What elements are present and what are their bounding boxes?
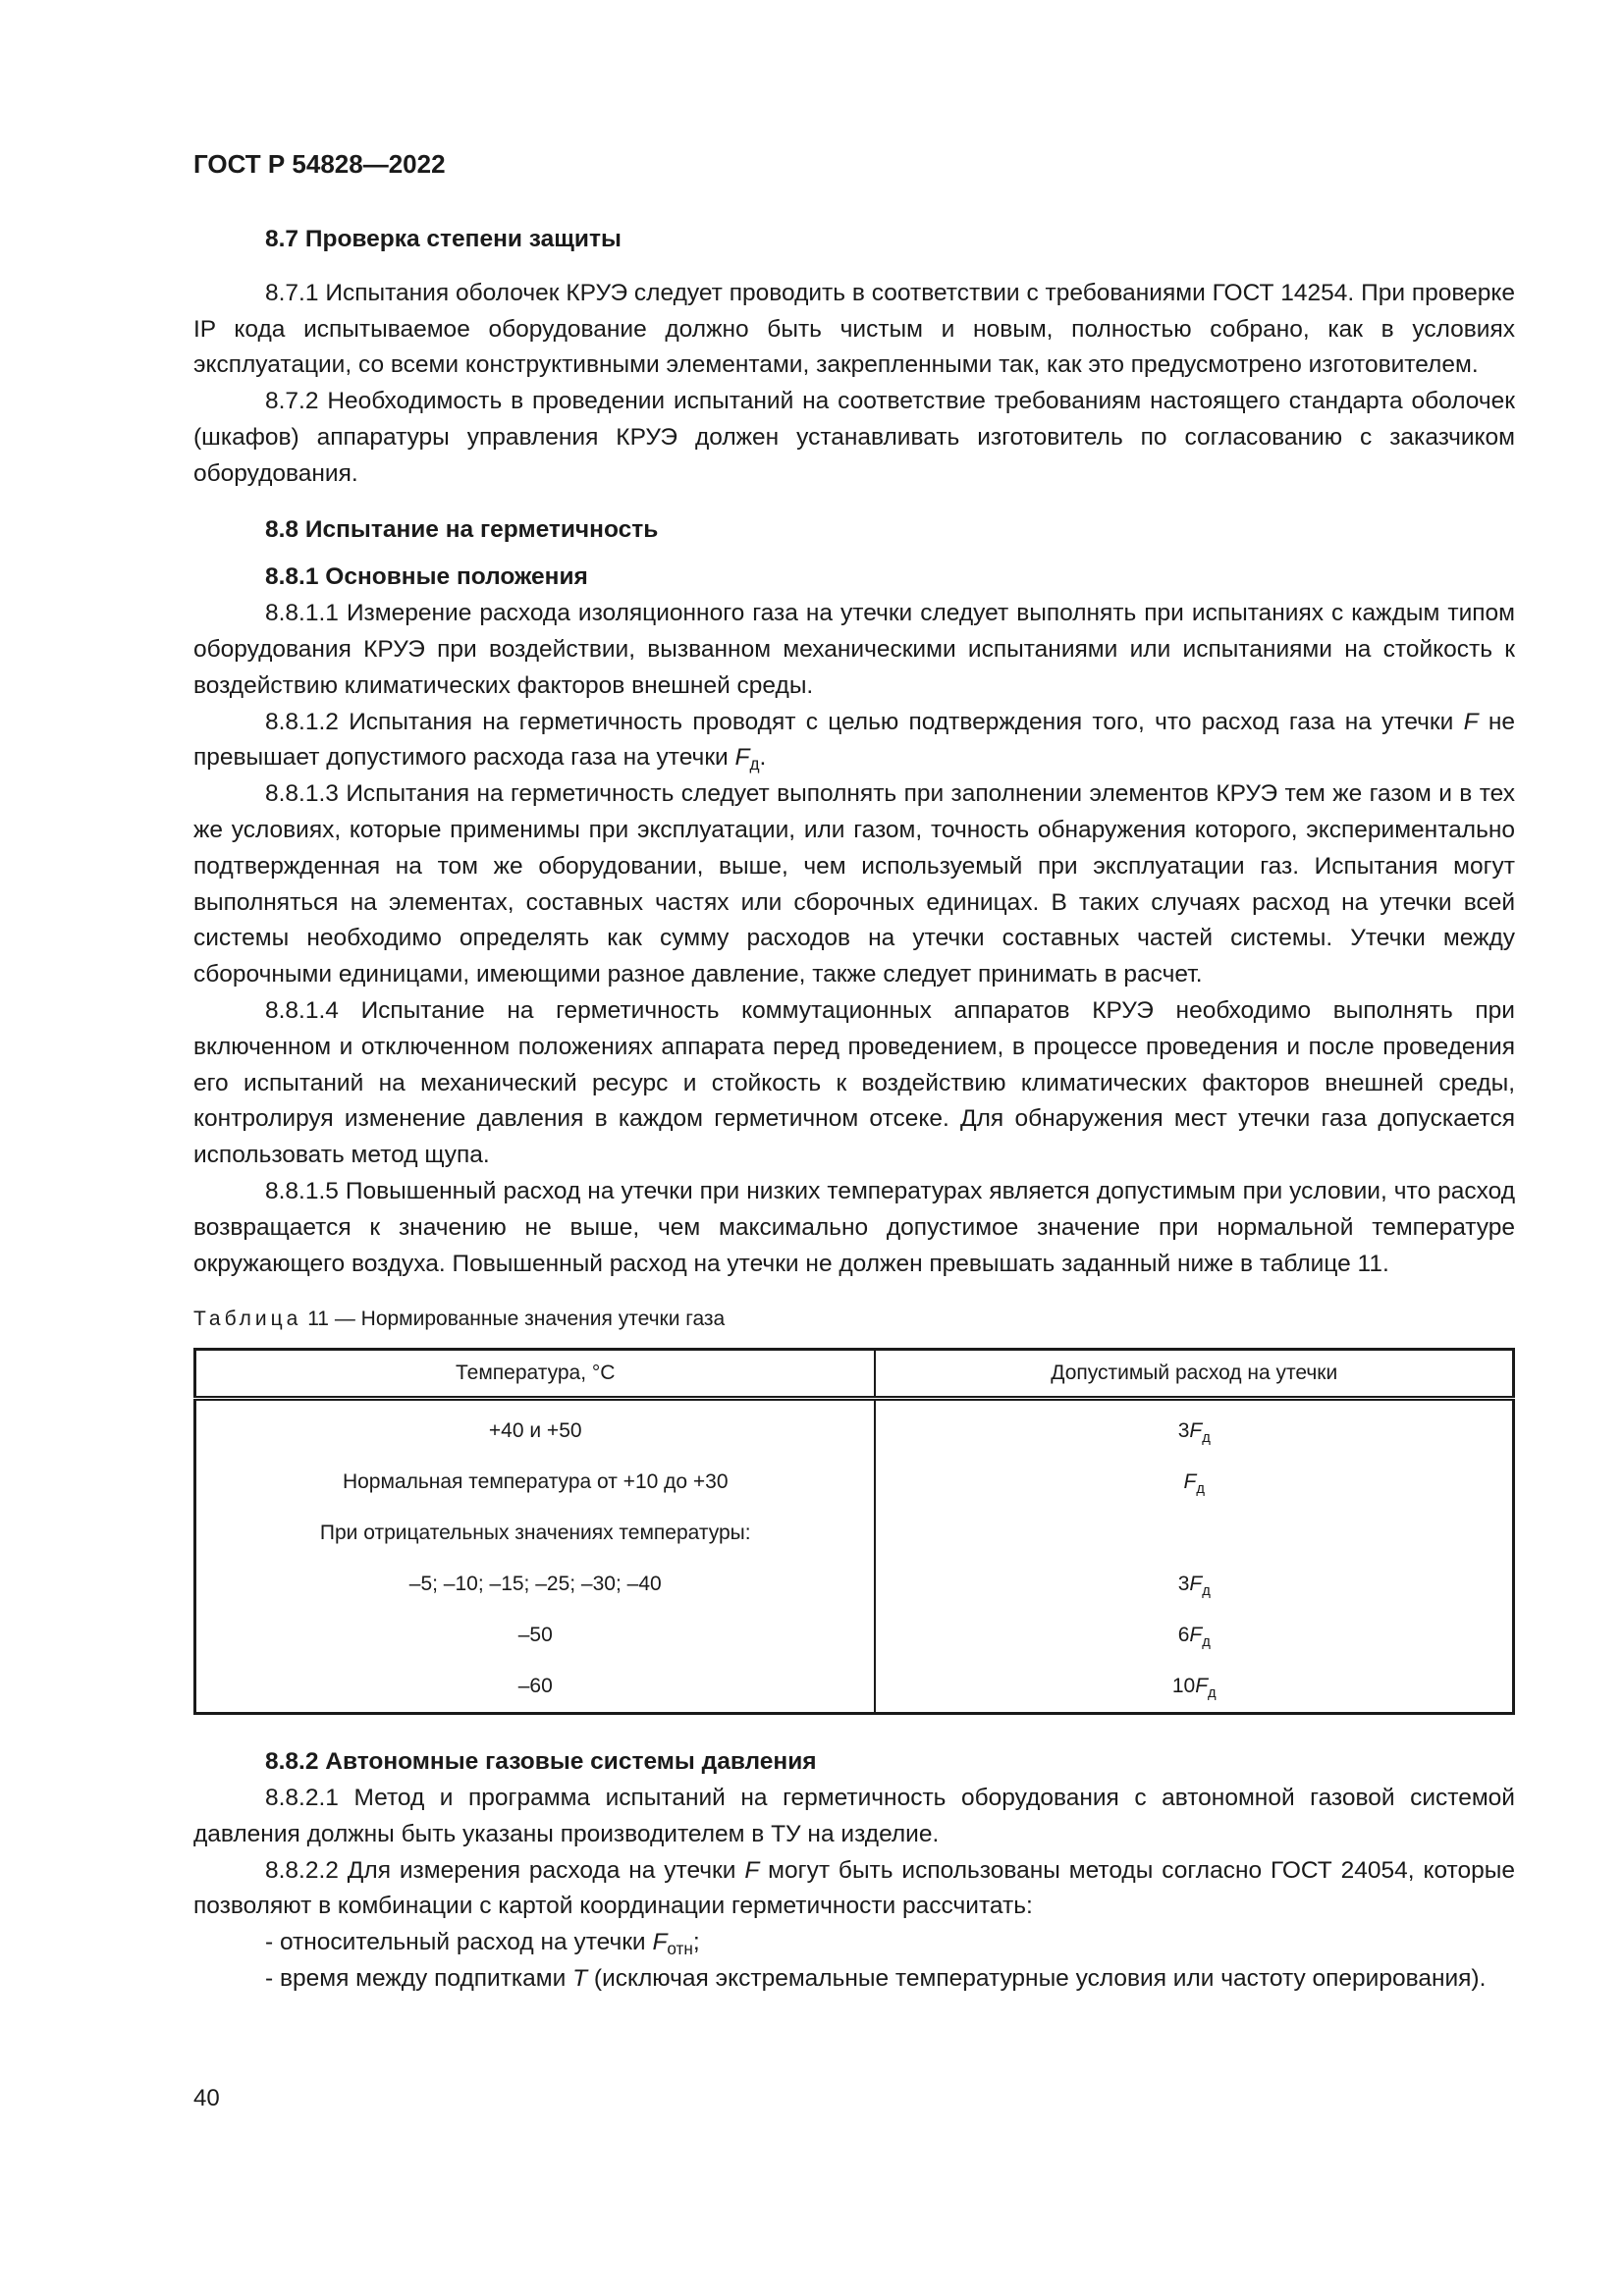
- list-item: [193, 1961, 1515, 1998]
- table-row: [195, 1559, 1514, 1610]
- subscript: д: [1196, 1480, 1205, 1497]
- symbol-f: F: [1463, 708, 1479, 735]
- leakage-cell: [875, 1610, 1513, 1661]
- list-item: [193, 1925, 1515, 1961]
- section-8-8-2-title: 8.8.2 Автономные газовые системы давления: [265, 1748, 817, 1776]
- page-content: [193, 222, 1515, 1998]
- paragraph-8-8-1-3: 8.8.1.3 Испытания на герметичность следует выполнять при заполнении элементов КРУЭ тем же газом и в тех же условиях, которые применимы при эксплуатации, или газом, точность обнаружения которого, экспериментально подтвержденная на том же оборудовании, выше, чем используемый при эксплуатации газ. Испытания могут выполняться на элементах, составных частях или сборочных единицах. В таких случаях расход на утечки всей системы необходимо определять как сумму расходов на утечки составных частей системы. Утечки между сборочными единицами, имеющими разное давление, также следует принимать в расчет.: [193, 780, 1515, 988]
- table-row: [195, 1457, 1514, 1508]
- section-8-8-title: 8.8 Испытание на герметичность: [265, 515, 659, 543]
- coefficient: 6: [1177, 1623, 1190, 1646]
- symbol-f: F: [1183, 1469, 1197, 1493]
- subscript: д: [1202, 1633, 1211, 1650]
- coefficient: 10: [1171, 1674, 1196, 1697]
- text: - относительный расход на утечки: [265, 1929, 653, 1956]
- symbol-f: F: [1189, 1623, 1203, 1646]
- leakage-cell: [875, 1508, 1513, 1559]
- temperature-cell: –50: [517, 1623, 553, 1646]
- symbol-f: F: [744, 1856, 760, 1884]
- table-row: [195, 1399, 1514, 1458]
- temperature-cell: Нормальная температура от +10 до +30: [342, 1469, 729, 1493]
- column-header-temperature: Температура, °С: [195, 1350, 876, 1399]
- text: не превышает допустимого расхода газа на утечки: [193, 708, 1515, 772]
- text: 8.8.2.2 Для измерения расхода на утечки: [265, 1856, 745, 1884]
- subscript: д: [1202, 1429, 1211, 1446]
- symbol-f: F: [1189, 1418, 1203, 1442]
- caption-text: 11 — Нормированные значения утечки газа: [307, 1308, 726, 1331]
- text: могут быть использованы методы согласно ГОСТ 24054, которые позволяют в комбинации с картой координации герметичности рассчитать:: [193, 1856, 1515, 1920]
- text: - время между подпитками: [265, 1964, 573, 1992]
- paragraph-8-8-1-1: 8.8.1.1 Измерение расхода изоляционного газа на утечки следует выполнять при испытаниях с каждым типом оборудования КРУЭ при воздействии, вызванном механическими испытаниями или испытаниями на стойкость к воздействию климатических факторов внешней среды.: [193, 600, 1515, 699]
- temperature-cell: –60: [517, 1674, 553, 1697]
- symbol-f: F: [734, 744, 750, 772]
- text: .: [759, 744, 767, 772]
- table-header-row: [195, 1350, 1514, 1399]
- paragraph-8-8-2-1: 8.8.2.1 Метод и программа испытаний на герметичность оборудования с автономной газовой системой давления должны быть указаны производителем в ТУ на изделие.: [193, 1784, 1515, 1847]
- section-8-7-title: 8.7 Проверка степени защиты: [265, 226, 622, 252]
- subscript: отн: [667, 1939, 693, 1959]
- paragraph-8-8-1-4: 8.8.1.4 Испытание на герметичность коммутационных аппаратов КРУЭ необходимо выполнять при включенном и отключенном положениях аппарата перед проведением, в процессе проведения и после проведения его испытаний на механический ресурс и стойкость к воздействию климатических факторов внешней среды, контролируя изменение давления в каждом герметичном отсеке. Для обнаружения мест утечки газа допускается использовать метод щупа.: [193, 996, 1515, 1169]
- symbol-f: F: [1189, 1572, 1203, 1595]
- text: ;: [692, 1929, 700, 1956]
- temperature-cell: +40 и +50: [488, 1418, 582, 1442]
- paragraph-8-8-2-2: [193, 1853, 1515, 1926]
- coefficient: 3: [1177, 1572, 1190, 1595]
- temperature-cell: –5; –10; –15; –25; –30; –40: [408, 1572, 662, 1595]
- subscript: д: [1208, 1684, 1217, 1701]
- table-row: [195, 1661, 1514, 1714]
- leakage-cell: [875, 1661, 1513, 1714]
- page-number: 40: [193, 2085, 220, 2111]
- text: (исключая экстремальные температурные условия или частоту оперирования).: [587, 1964, 1487, 1992]
- leakage-table: [193, 1348, 1515, 1715]
- table-caption: [193, 1302, 1515, 1338]
- document-id: ГОСТ Р 54828—2022: [193, 149, 446, 179]
- paragraph-8-7-1: 8.7.1 Испытания оболочек КРУЭ следует проводить в соответствии с требованиями ГОСТ 14254. При проверке IP кода испытываемое оборудование должно быть чистым и новым, полностью собрано, как в условиях эксплуатации, со всеми конструктивными элементами, закрепленными так, как это предусмотрено изготовителем.: [193, 279, 1515, 379]
- coefficient: 3: [1177, 1418, 1190, 1442]
- text: 8.8.1.2 Испытания на герметичность проводят с целью подтверждения того, что расход газа на утечки: [265, 708, 1464, 735]
- symbol-f: F: [1195, 1674, 1209, 1697]
- table-row: [195, 1610, 1514, 1661]
- leakage-cell: [875, 1559, 1513, 1610]
- leakage-cell: [875, 1457, 1513, 1508]
- symbol-t: T: [572, 1964, 588, 1992]
- temperature-cell: При отрицательных значениях температуры:: [319, 1521, 751, 1544]
- symbol-f: F: [652, 1929, 668, 1956]
- table-row: [195, 1508, 1514, 1559]
- caption-word: Таблица: [193, 1308, 302, 1331]
- section-8-8-1-title: 8.8.1 Основные положения: [265, 563, 588, 591]
- subscript: д: [1202, 1582, 1211, 1599]
- paragraph-8-8-1-2: [193, 705, 1515, 777]
- leakage-cell: [875, 1399, 1513, 1458]
- subscript: д: [749, 754, 760, 774]
- column-header-leakage: Допустимый расход на утечки: [875, 1350, 1513, 1399]
- paragraph-8-7-2: 8.7.2 Необходимость в проведении испытаний на соответствие требованиям настоящего стандарта оболочек (шкафов) аппаратуры управления КРУЭ должен устанавливать изготовитель по согласованию с заказчиком оборудования.: [193, 388, 1515, 487]
- paragraph-8-8-1-5: 8.8.1.5 Повышенный расход на утечки при низких температурах является допустимым при условии, что расход возвращается к значению не выше, чем максимально допустимое значение при нормальной температуре окружающего воздуха. Повышенный расход на утечки не должен превышать заданный ниже в таблице 11.: [193, 1177, 1515, 1277]
